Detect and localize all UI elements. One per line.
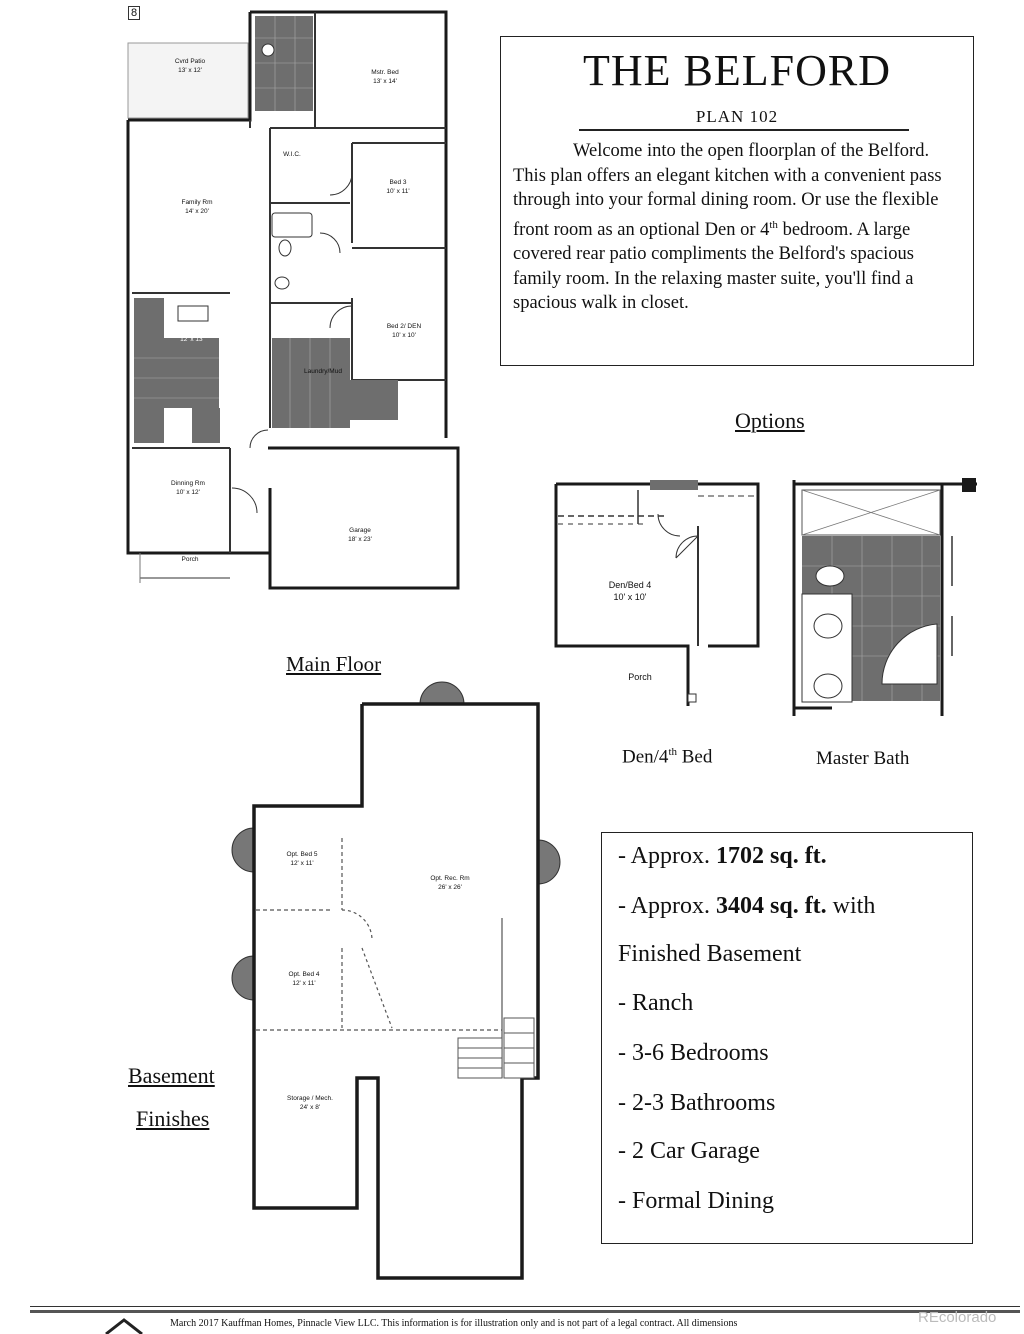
watermark: REcolorado	[918, 1309, 997, 1326]
feature-finished-basement: Finished Basement	[618, 941, 802, 967]
den-porch-label: Porch	[628, 672, 652, 682]
svg-text:12' x 11': 12' x 11'	[292, 980, 316, 987]
door-front	[232, 488, 257, 513]
svg-text:26' x 26': 26' x 26'	[438, 884, 462, 891]
den-option-label: Den/4th Bed	[622, 746, 713, 768]
plan-number: PLAN 102	[695, 107, 779, 126]
footer-divider-thin	[30, 1306, 1020, 1307]
window-well-top	[420, 682, 464, 704]
plan-description: Welcome into the open floorplan of the Belford. This plan offers an elegant kitchen with a convenient pass through into your formal dining room. Or use the flexible front room as an optional Den or 4th bedroom. A large covered rear patio compliments the Belford's spacious family room. In the relaxing master suite, you'll find a spacious walk in closet.	[513, 141, 942, 314]
room-label-porch: Porch	[181, 556, 199, 563]
den-option-plan	[548, 476, 768, 716]
bathtub	[272, 213, 312, 237]
main-floor-label: Main Floor	[286, 652, 382, 676]
features-box	[601, 832, 973, 1244]
room-label-storage: Storage / Mech.	[287, 1095, 333, 1102]
room-label-kitchen: Kitchen	[181, 327, 203, 334]
footer-divider-thick	[30, 1310, 1020, 1313]
window-well-left-1	[232, 828, 254, 872]
svg-text:10' x 10': 10' x 10'	[613, 592, 647, 602]
room-label-bed2: Bed 2/ DEN	[386, 323, 422, 330]
svg-text:10' x 10': 10' x 10'	[392, 332, 416, 339]
feature-ranch: - Ranch	[618, 990, 694, 1016]
kitchen-island	[178, 306, 208, 321]
feature-sqft: - Approx. 1702 sq. ft.	[618, 843, 827, 869]
room-label-opt-bed4: Opt. Bed 4	[288, 971, 320, 978]
feature-garage: - 2 Car Garage	[618, 1138, 760, 1164]
feature-bathrooms: - 2-3 Bathrooms	[618, 1090, 776, 1116]
door-garage	[250, 430, 268, 448]
finishes-label: Finishes	[136, 1106, 210, 1131]
feature-bedrooms: - 3-6 Bedrooms	[618, 1040, 769, 1066]
basement-label: Basement	[128, 1063, 215, 1088]
door-bed3	[330, 173, 352, 195]
svg-text:18' x 23': 18' x 23'	[348, 536, 372, 543]
footer-disclaimer: March 2017 Kauffman Homes, Pinnacle View LLC. This information is for illustration only and is not part of a legal contract. All dimensions	[170, 1318, 738, 1329]
svg-text:13' x 12': 13' x 12'	[178, 67, 202, 74]
title-underline	[579, 129, 909, 131]
toilet	[279, 240, 291, 256]
room-label-patio: Cvrd Patio	[174, 58, 206, 65]
room-label-opt-bed5: Opt. Bed 5	[286, 851, 318, 858]
master-bath-option-plan	[782, 476, 982, 726]
sink	[275, 277, 289, 289]
room-label-family: Family Rm	[181, 199, 213, 206]
covered-patio-area	[128, 43, 248, 118]
den-room-label: Den/Bed 4	[608, 580, 652, 590]
title-box	[500, 36, 974, 366]
house-logo-icon	[104, 1318, 144, 1334]
window-well-right	[538, 840, 560, 884]
svg-text:10' x 12': 10' x 12'	[176, 489, 200, 496]
door-bed2	[330, 306, 352, 328]
basement-plan	[222, 678, 562, 1298]
corner-mark: 8	[128, 6, 140, 20]
laundry-tile	[272, 338, 350, 428]
feature-formal-dining: - Formal Dining	[618, 1188, 774, 1214]
room-label-master: Mstr. Bed	[371, 69, 399, 76]
room-label-bed3: Bed 3	[389, 179, 407, 186]
master-toilet	[262, 44, 274, 56]
room-label-dining: Dinning Rm	[171, 480, 205, 487]
bath-toilet-option	[816, 566, 844, 586]
main-floor-plan	[120, 8, 460, 598]
svg-text:13' x 14': 13' x 14'	[373, 78, 397, 85]
svg-text:14' x 20': 14' x 20'	[185, 208, 209, 215]
window-well-left-2	[232, 956, 254, 1000]
room-label-wic: W.I.C.	[283, 151, 301, 158]
basement-outer-wall	[254, 704, 538, 1278]
svg-text:12' x 11': 12' x 11'	[290, 860, 314, 867]
svg-text:10' x 11': 10' x 11'	[386, 188, 410, 195]
master-bath-tile	[255, 16, 313, 111]
kitchen-tile	[134, 298, 164, 443]
room-label-opt-rec: Opt. Rec. Rm	[430, 875, 470, 882]
page-title: THE BELFORD	[583, 46, 891, 95]
svg-text:24' x 8': 24' x 8'	[299, 1104, 321, 1111]
feature-sqft-basement: - Approx. 3404 sq. ft. with	[618, 893, 876, 919]
options-heading: Options	[735, 408, 805, 433]
room-label-garage: Garage	[349, 527, 371, 534]
room-label-laundry: Laundry/Mud	[304, 368, 342, 375]
master-bath-label: Master Bath	[816, 748, 910, 769]
svg-text:12' x 13': 12' x 13'	[180, 336, 204, 343]
